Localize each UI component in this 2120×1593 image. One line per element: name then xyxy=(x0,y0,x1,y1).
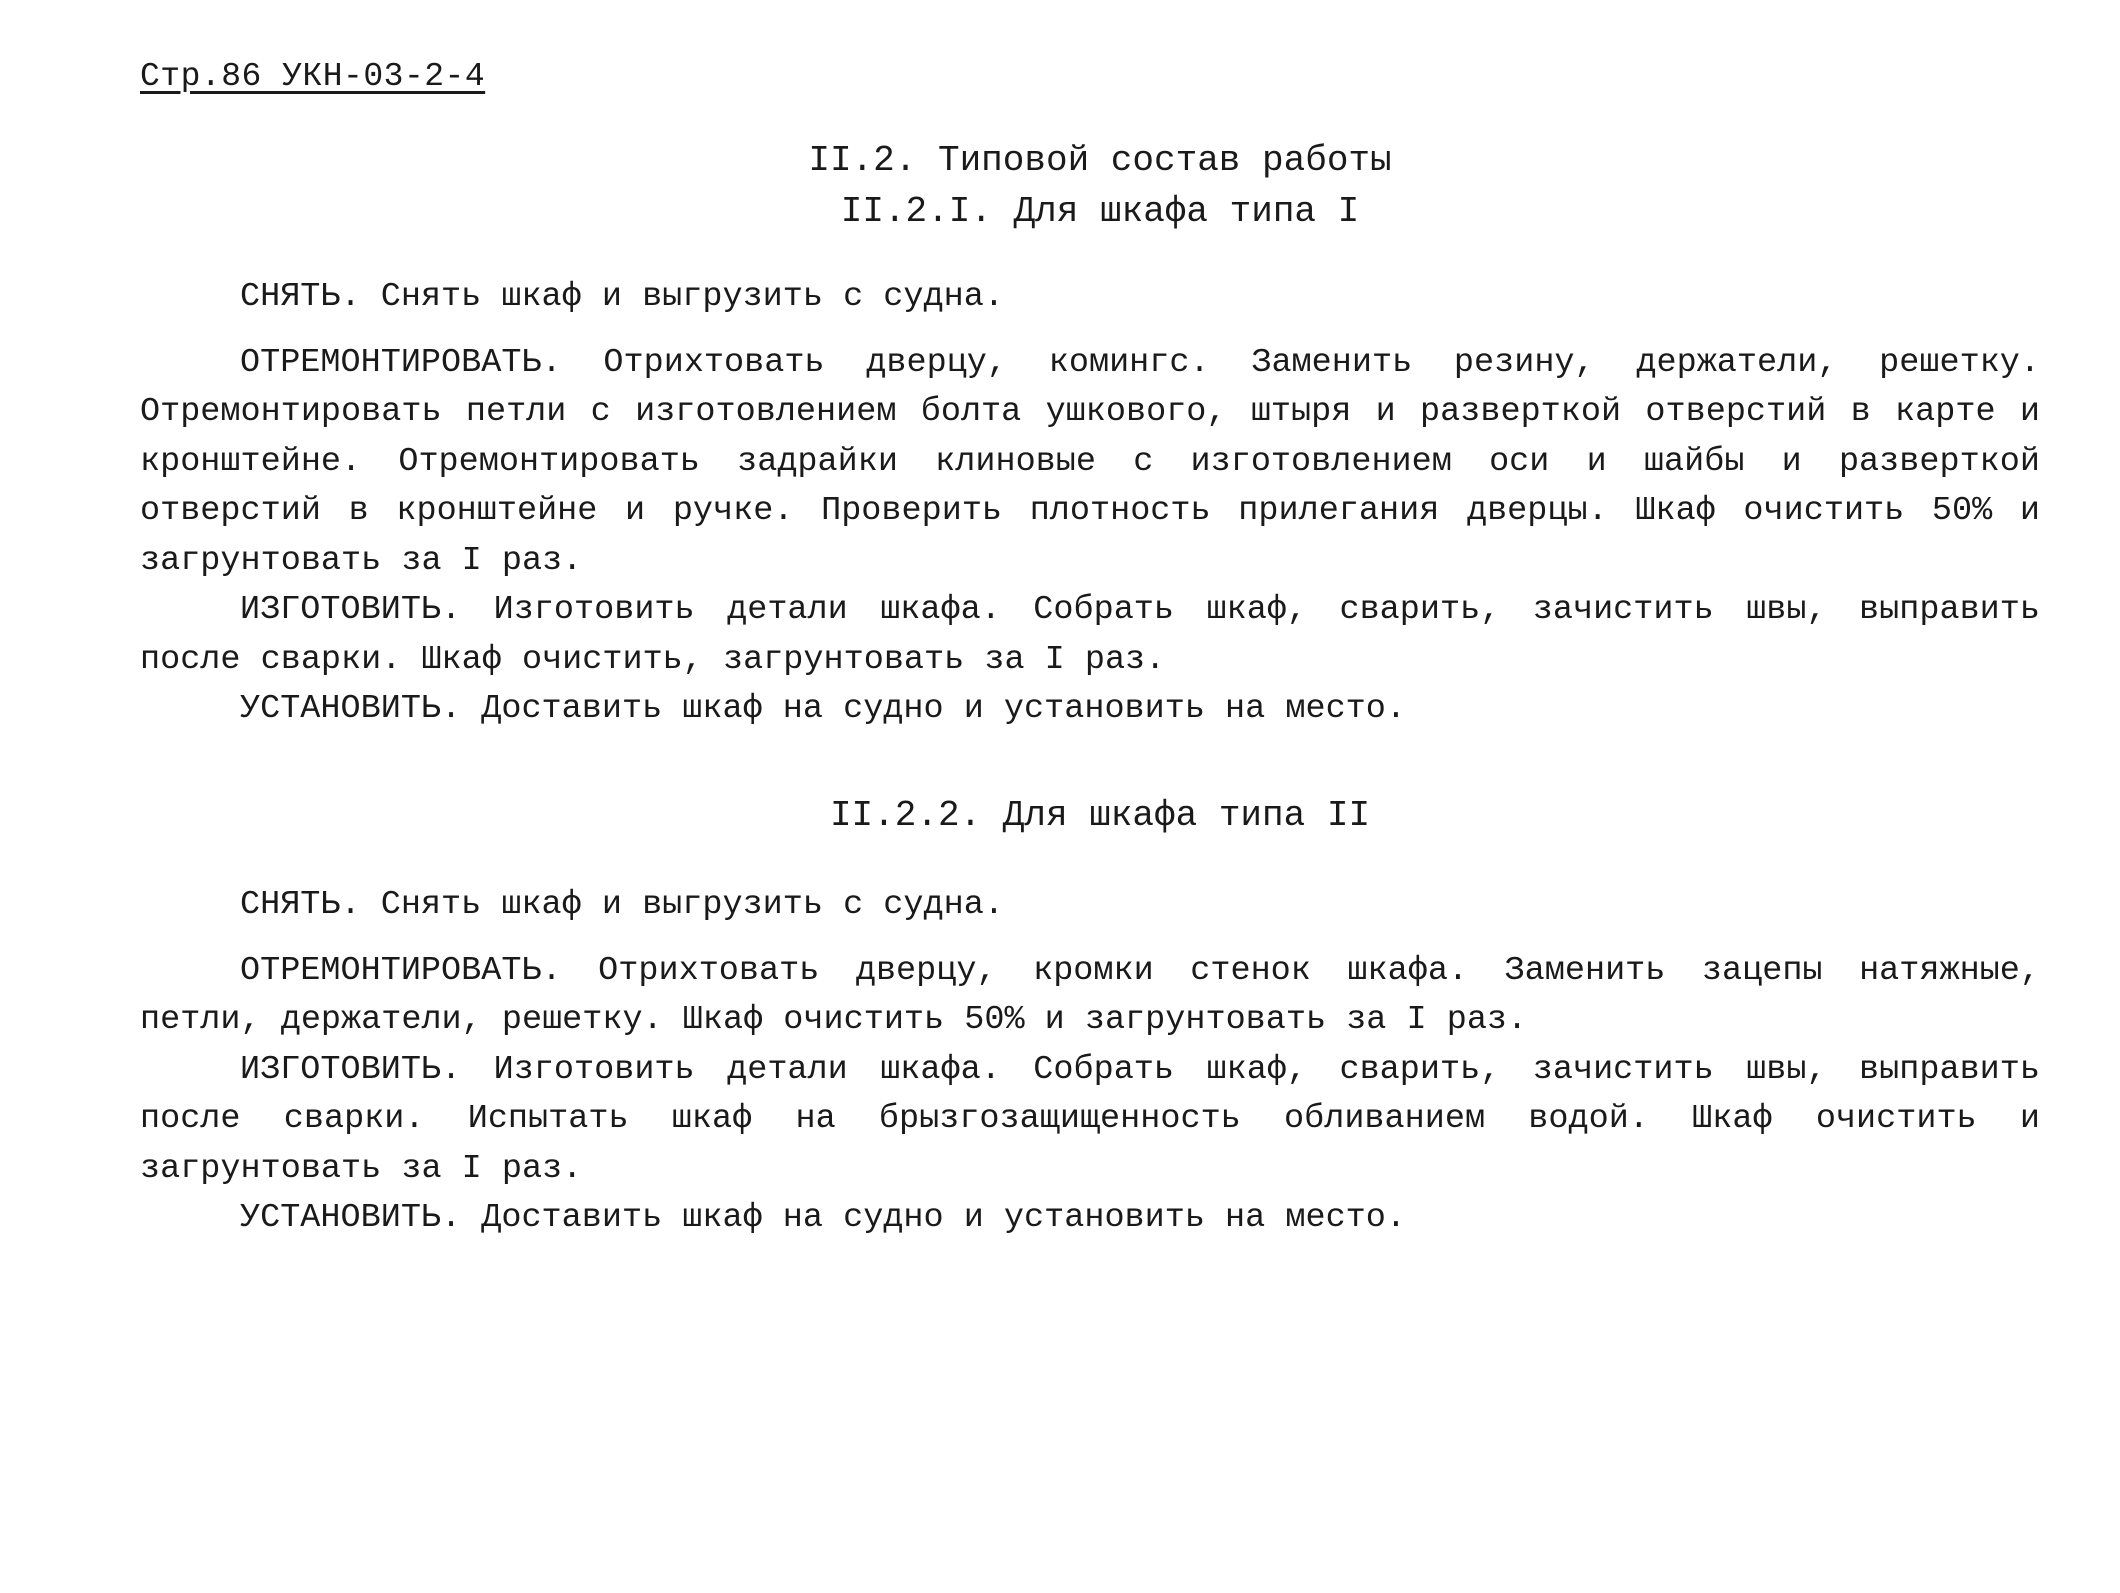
type1-paragraph-install: УСТАНОВИТЬ. Доставить шкаф на судно и установить на место. xyxy=(240,690,1406,728)
section-title-type2: II.2.2. Для шкафа типа II xyxy=(829,795,1371,836)
section-title-type1: II.2.I. Для шкафа типа I xyxy=(840,191,1360,232)
type2-work-list xyxy=(140,881,2040,1244)
type2-paragraph-repair: ОТРЕМОНТИРОВАТЬ. Отрихтовать дверцу, кромки стенок шкафа. Заменить зацепы натяжные, петли, держатели, решетку. Шкаф очистить 50% и загрунтовать за I раз. xyxy=(140,951,2040,1039)
type1-paragraph-manufacture: ИЗГОТОВИТЬ. Изготовить детали шкафа. Собрать шкаф, сварить, зачистить швы, выправить после сварки. Шкаф очистить, загрунтовать за I раз. xyxy=(140,591,2040,679)
section-title-main: II.2. Типовой состав работы xyxy=(808,140,1392,181)
type1-paragraph-remove: СНЯТЬ. Снять шкаф и выгрузить с судна. xyxy=(240,278,1004,316)
page-reference: Стр.86 УКН-03-2-4 xyxy=(140,58,486,95)
type1-paragraph-repair: ОТРЕМОНТИРОВАТЬ. Отрихтовать дверцу, комингс. Заменить резину, держатели, решетку. Отремонтировать петли с изготовлением болта ушкового, штыря и разверткой отверстий в карте и кронштейне. Отремонтировать задрайки клиновые с изготовлением оси и шайбы и разверткой отверстий в кронштейне и ручке. Проверить плотность прилегания дверцы. Шкаф очистить 50% и загрунтовать за I раз. xyxy=(140,343,2040,580)
type1-work-list xyxy=(140,273,2040,735)
type2-paragraph-install: УСТАНОВИТЬ. Доставить шкаф на судно и установить на место. xyxy=(240,1199,1406,1237)
type2-paragraph-manufacture: ИЗГОТОВИТЬ. Изготовить детали шкафа. Собрать шкаф, сварить, зачистить швы, выправить после сварки. Испытать шкаф на брызгозащищенность обливанием водой. Шкаф очистить и загрунтовать за I раз. xyxy=(140,1050,2040,1188)
type2-paragraph-remove: СНЯТЬ. Снять шкаф и выгрузить с судна. xyxy=(240,886,1004,924)
